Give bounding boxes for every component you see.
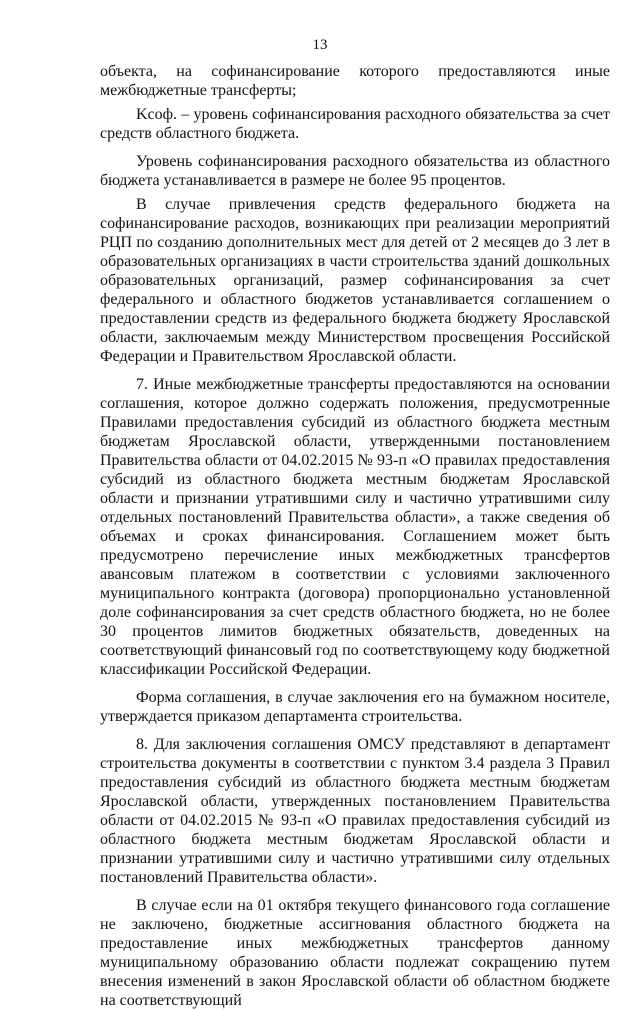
paragraph-5: 7. Иные межбюджетные трансферты предоставляются на основании соглашения, которое должно содержать положения, предусмотренные Правилами предоставления субсидий из областного бюджета местным бюджетам Ярославской области, утвержденными постановлением Правительства области от 04.02.2015 № 93-п «О правилах предоставления субсидий из областного бюджета местным бюджетам Ярославской области и признании утратившими силу и частично утратившими силу отдельных постановлений Правительства области», а также сведения об объемах и сроках финансирования. Соглашением может быть предусмотрено перечисление иных межбюджетных трансфертов авансовым платежом в соответствии с условиями заключенного муниципального контракта (договора) пропорционально установленной доле софинансирования за счет средств областного бюджета, но не более 30 процентов лимитов бюджетных обязательств, доведенных на соответствующий финансовый год по соответствующему коду бюджетной классификации Российской Федерации. <box>100 376 610 678</box>
document-body <box>100 62 610 1010</box>
paragraph-4: В случае привлечения средств федерального бюджета на софинансирование расходов, возникающих при реализации мероприятий РЦП по созданию дополнительных мест для детей от 2 месяцев до 3 лет в образовательных организациях в части строительства зданий дошкольных образовательных организаций, размер софинансирования за счет федерального и областного бюджетов устанавливается соглашением о предоставлении средств из федерального бюджета бюджету Ярославской области, заключаемым между Министерством просвещения Российской Федерации и Правительством Ярославской области. <box>100 196 610 365</box>
paragraph-2: Kсоф. – уровень софинансирования расходного обязательства за счет средств областного бюджета. <box>100 106 610 142</box>
paragraph-8: В случае если на 01 октября текущего финансового года соглашение не заключено, бюджетные ассигнования областного бюджета на предоставление иных межбюджетных трансфертов данному муниципальному образованию области подлежат сокращению путем внесения изменений в закон Ярославской области об областном бюджете на соответствующий <box>100 897 610 1009</box>
paragraph-7: 8. Для заключения соглашения ОМСУ представляют в департамент строительства документы в соответствии с пунктом 3.4 раздела 3 Правил предоставления субсидий из областного бюджета местным бюджетам Ярославской области, утвержденных постановлением Правительства области от 04.02.2015 № 93-п «О правилах предоставления субсидий из областного бюджета местным бюджетам Ярославской области и признании утратившими силу и частично утратившими силу отдельных постановлений Правительства области». <box>100 736 610 886</box>
paragraph-6: Форма соглашения, в случае заключения его на бумажном носителе, утверждается приказом департамента строительства. <box>100 689 610 725</box>
page-number: 13 <box>312 37 328 53</box>
paragraph-3: Уровень софинансирования расходного обязательства из областного бюджета устанавливается в размере не более 95 процентов. <box>100 153 610 189</box>
paragraph-1: объекта, на софинансирование которого предоставляются иные межбюджетные трансферты; <box>100 63 610 99</box>
